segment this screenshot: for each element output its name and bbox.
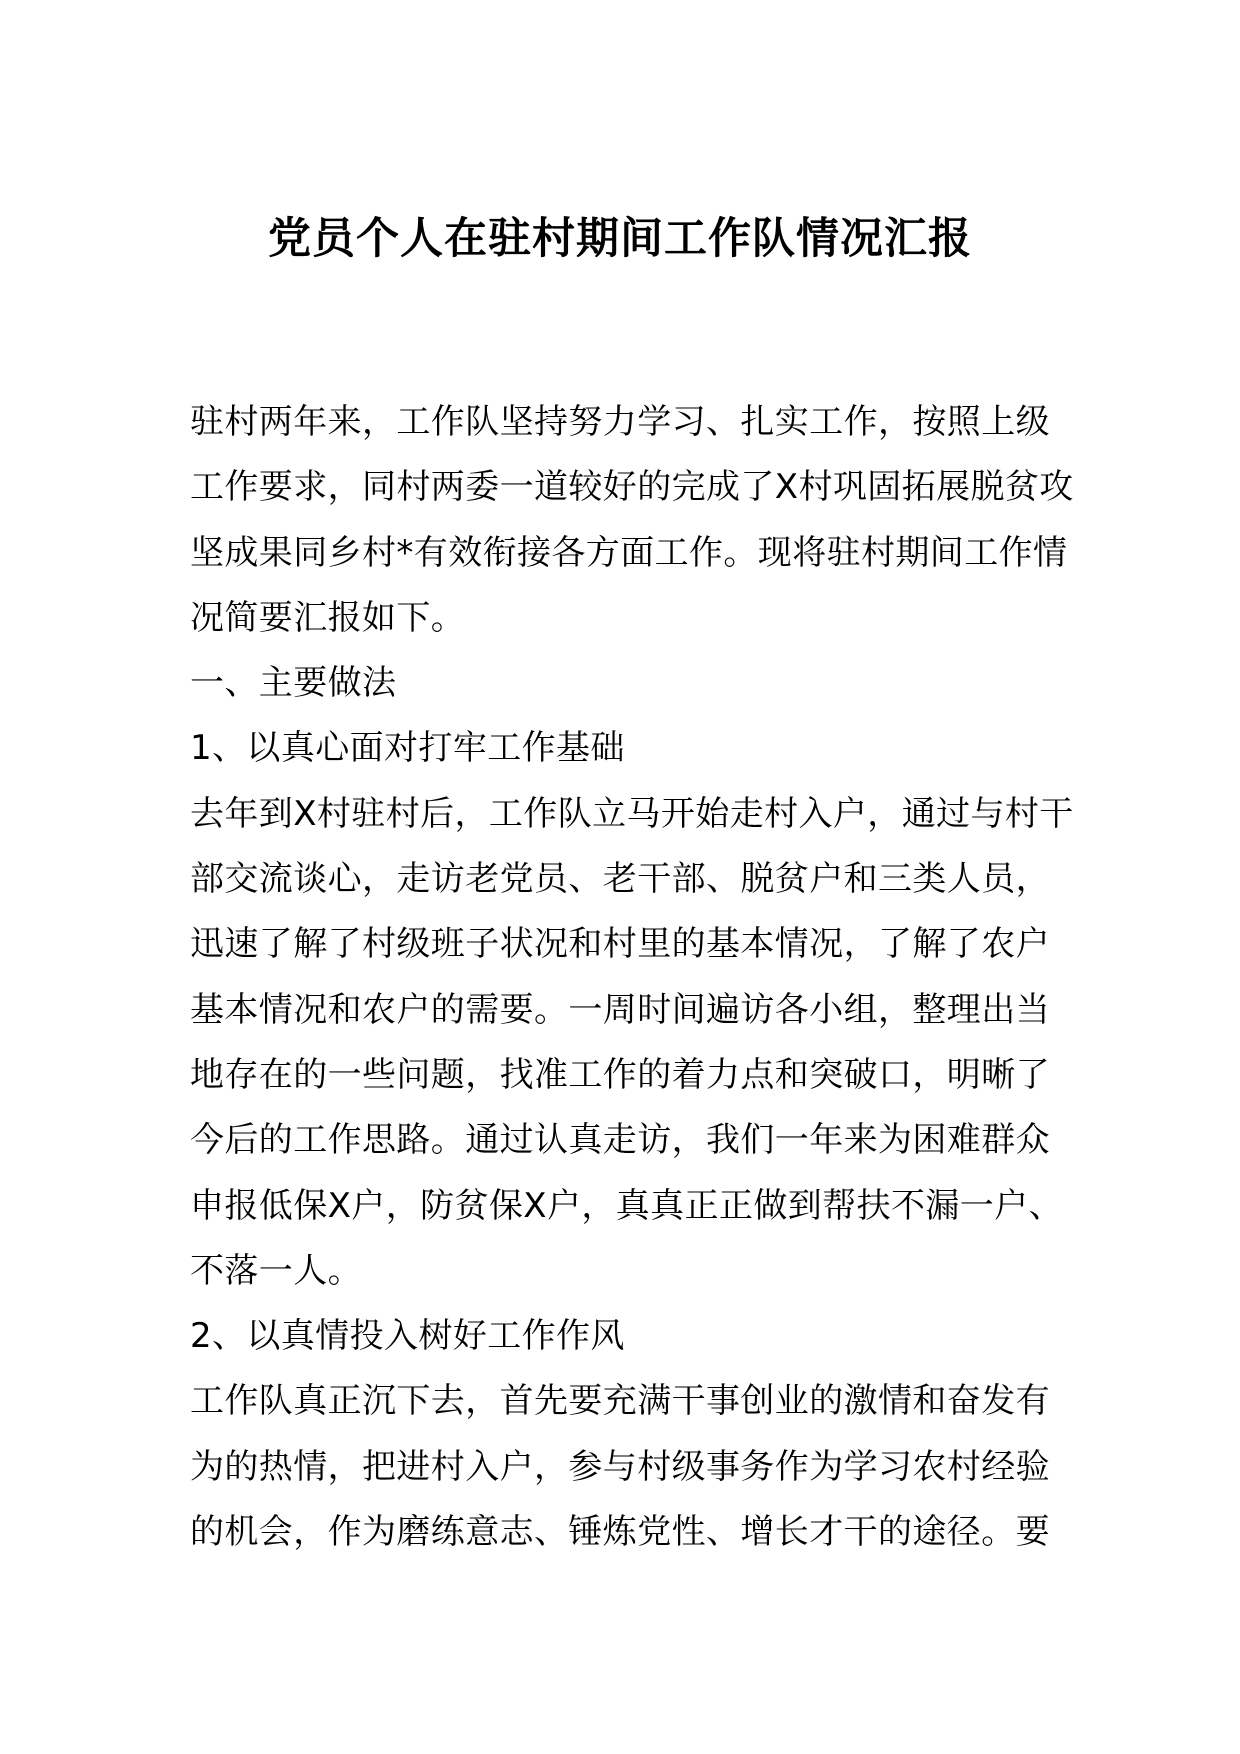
text-line: 坚成果同乡村*有效衔接各方面工作。现将驻村期间工作情 [190, 532, 1068, 573]
text-line: 一、主要做法 [190, 663, 397, 704]
text-line: 工作要求，同村两委一道较好的完成了X村巩固拓展脱贫攻 [190, 467, 1074, 508]
text-line: 况简要汇报如下。 [190, 597, 466, 638]
document-body [190, 390, 1074, 1565]
text-line: 的机会，作为磨练意志、锤炼党性、增长才干的途径。要 [190, 1512, 1050, 1553]
text-line: 驻村两年来，工作队坚持努力学习、扎实工作，按照上级 [190, 402, 1050, 442]
text-line: 地存在的一些问题，找准工作的着力点和突破口，明晰了 [190, 1054, 1050, 1095]
text-line: 去年到X村驻村后，工作队立马开始走村入户，通过与村干 [190, 793, 1074, 834]
text-line: 工作队真正沉下去，首先要充满干事创业的激情和奋发有 [190, 1381, 1050, 1422]
text-line: 迅速了解了村级班子状况和村里的基本情况，了解了农户 [190, 924, 1050, 965]
document-title: 党员个人在驻村期间工作队情况汇报 [268, 214, 972, 264]
text-line: 申报低保X户，防贫保X户，真真正正做到帮扶不漏一户、 [190, 1185, 1063, 1226]
text-line: 部交流谈心，走访老党员、老干部、脱贫户和三类人员， [190, 859, 1050, 900]
text-line: 2、以真情投入树好工作作风 [190, 1316, 625, 1357]
text-line: 为的热情，把进村入户，参与村级事务作为学习农村经验 [190, 1446, 1050, 1487]
text-line: 1、以真心面对打牢工作基础 [190, 728, 625, 769]
text-line: 不落一人。 [190, 1250, 362, 1291]
text-line: 基本情况和农户的需要。一周时间遍访各小组，整理出当 [190, 989, 1050, 1030]
text-line: 今后的工作思路。通过认真走访，我们一年来为困难群众 [190, 1120, 1050, 1161]
